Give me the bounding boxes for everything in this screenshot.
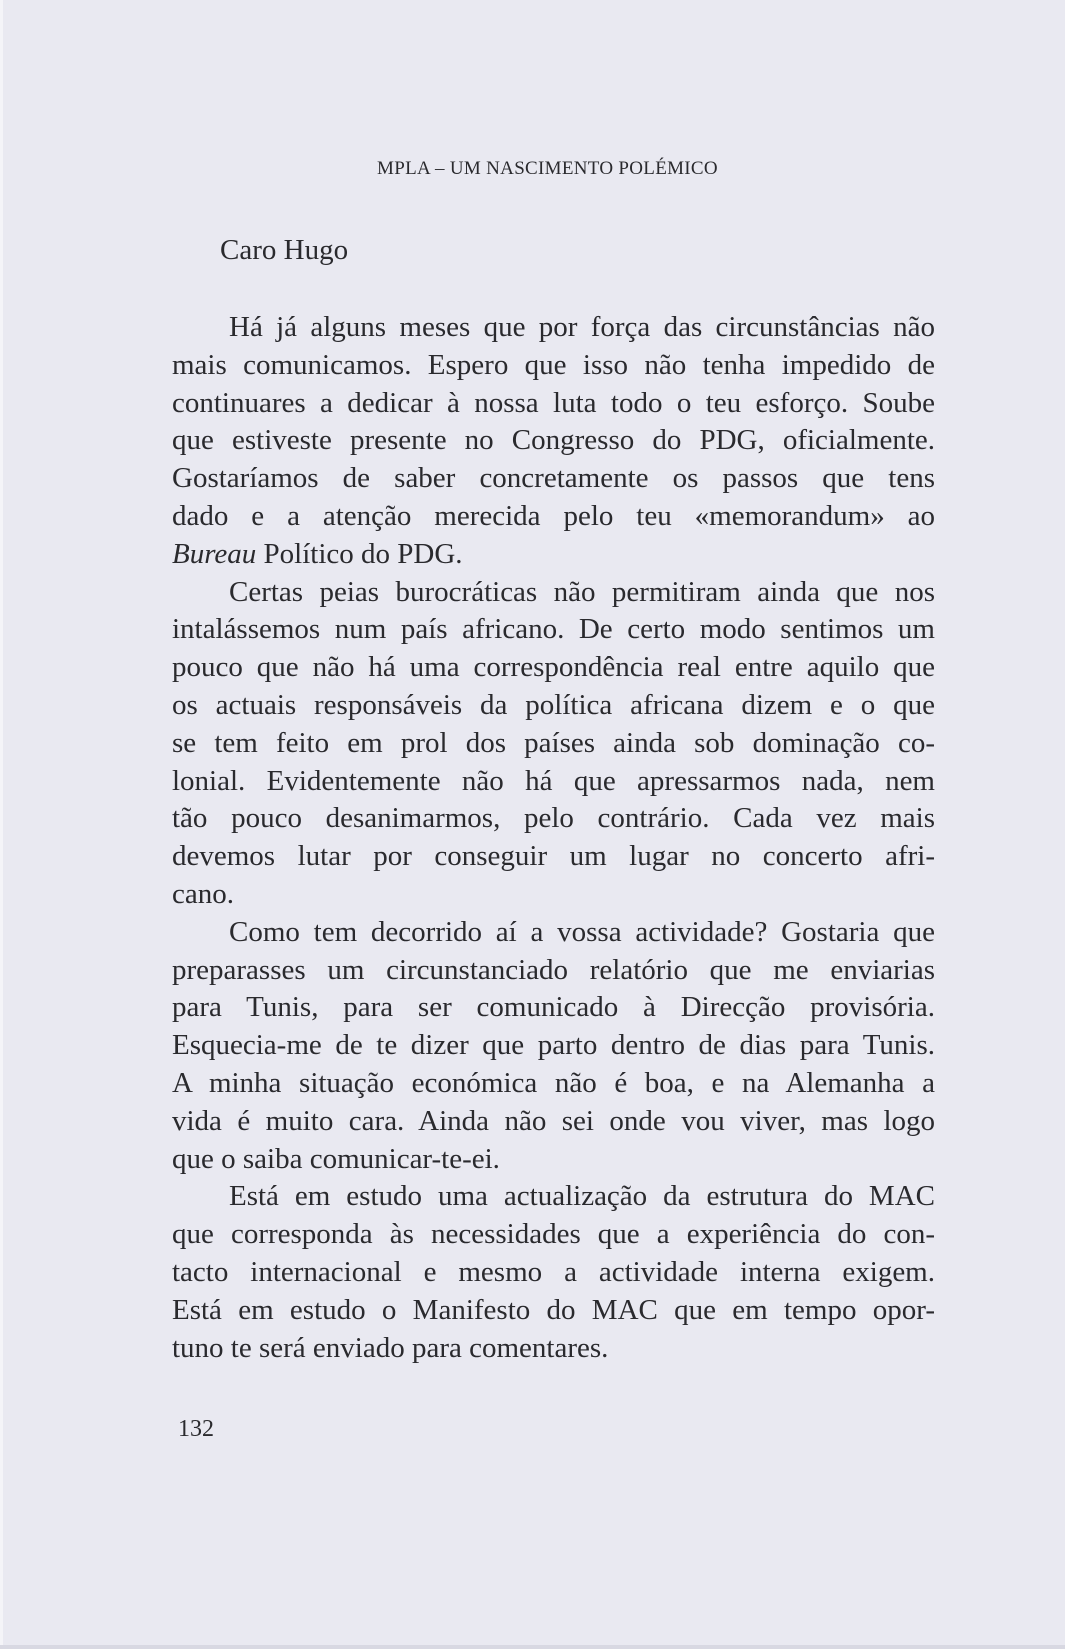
text-line: cano. bbox=[172, 878, 234, 910]
italic-term: Bureau bbox=[172, 537, 257, 570]
text-segment: Político do PDG. bbox=[256, 537, 463, 570]
text-line: preparasses um circunstanciado relatório que me enviarias bbox=[172, 953, 935, 986]
text-line: que o saiba comunicar-te-ei. bbox=[172, 1142, 500, 1175]
text-line: Esquecia-me de te dizer que parto dentro de dias para Tunis. bbox=[172, 1029, 935, 1062]
text-line: tacto internacional e mesmo a actividade interna exigem. bbox=[172, 1256, 935, 1288]
text-line: mais comunicamos. Espero que isso não tenha impedido de bbox=[172, 348, 935, 381]
salutation: Caro Hugo bbox=[220, 234, 349, 266]
text-line: que corresponda às necessidades que a experiência do con- bbox=[172, 1218, 935, 1251]
text-line: se tem feito em prol dos países ainda sob dominação co- bbox=[172, 726, 935, 759]
text-line: que estiveste presente no Congresso do PDG, oficialmente. bbox=[172, 424, 935, 457]
text-line: Certas peias burocráticas não permitiram ainda que nos bbox=[229, 575, 935, 608]
text-line: os actuais responsáveis da política africana dizem e o que bbox=[172, 689, 935, 721]
text-line: vida é muito cara. Ainda não sei onde vou viver, mas logo bbox=[172, 1104, 935, 1137]
text-line: lonial. Evidentemente não há que apressarmos nada, nem bbox=[172, 764, 935, 797]
text-line: devemos lutar por conseguir um lugar no concerto afri- bbox=[172, 840, 935, 873]
text-line: pouco que não há uma correspondência real entre aquilo que bbox=[172, 651, 935, 684]
text-line: continuares a dedicar à nossa luta todo o teu esforço. Soube bbox=[172, 386, 935, 419]
text-line: Gostaríamos de saber concretamente os passos que tens bbox=[172, 462, 935, 495]
page-bottom-edge bbox=[0, 1645, 1065, 1649]
page-edge bbox=[0, 0, 3, 1649]
text-line: Está em estudo o Manifesto do MAC que em tempo opor- bbox=[172, 1293, 935, 1326]
text-line: Como tem decorrido aí a vossa actividade? Gostaria que bbox=[229, 915, 935, 948]
text-line: dado e a atenção merecida pelo teu «memorandum» ao bbox=[172, 500, 935, 532]
text-line: Está em estudo uma actualização da estrutura do MAC bbox=[229, 1180, 935, 1213]
page-number: 132 bbox=[178, 1416, 214, 1442]
text-line: para Tunis, para ser comunicado à Direcção provisória. bbox=[172, 991, 935, 1024]
running-head: MPLA – UM NASCIMENTO POLÉMICO bbox=[377, 158, 718, 179]
text-line: A minha situação económica não é boa, e na Alemanha a bbox=[172, 1067, 935, 1099]
text-line: Há já alguns meses que por força das circunstâncias não bbox=[229, 311, 935, 343]
text-line: intalássemos num país africano. De certo modo sentimos um bbox=[172, 613, 935, 646]
text-line: tuno te será enviado para comentares. bbox=[172, 1331, 609, 1364]
text-line: tão pouco desanimarmos, pelo contrário. Cada vez mais bbox=[172, 802, 935, 835]
text-line bbox=[172, 536, 935, 574]
